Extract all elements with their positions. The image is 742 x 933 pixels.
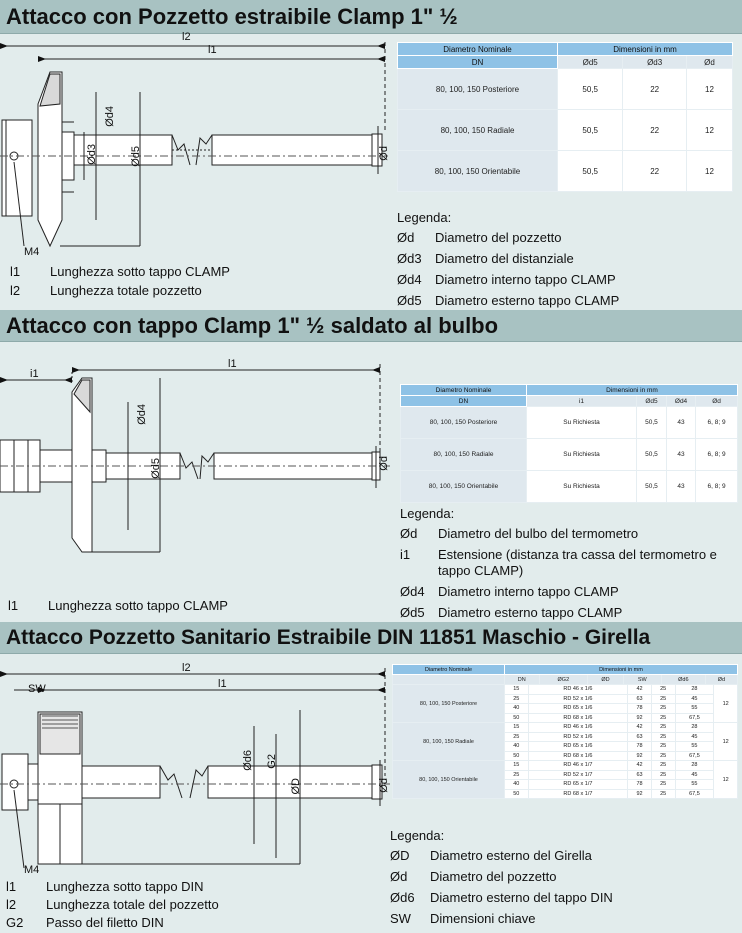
table-head-dn: DN: [398, 56, 558, 69]
bottom-legend-item: [6, 896, 219, 914]
table-head-dimensions: Dimensioni in mm: [527, 385, 738, 396]
table-cell: RD 65 x 1/7: [528, 780, 628, 790]
din-table: [392, 684, 738, 799]
table-cell: 50: [505, 789, 529, 799]
table-head-col: SW: [623, 675, 661, 685]
legend-text: Diametro esterno del tappo DIN: [430, 890, 613, 905]
section-3-table: [392, 664, 738, 685]
dim-d-label: Ød: [378, 146, 390, 161]
section-3-table-body: [392, 684, 738, 799]
legend-symbol: Ød6: [390, 890, 415, 905]
section-1-header: [0, 0, 742, 34]
section-1: [0, 31, 742, 310]
table-cell: 25: [505, 732, 529, 742]
table-cell: 43: [666, 471, 695, 503]
table-cell: 15: [505, 685, 529, 695]
dim-d-label: Ød: [378, 778, 390, 793]
table-cell: 43: [666, 439, 695, 471]
table-cell: 6, 8; 9: [696, 439, 738, 471]
bottom-legend-text: Lunghezza sotto tappo DIN: [46, 879, 204, 894]
table-cell: 80, 100, 150 Orientabile: [401, 471, 527, 503]
table-head-col: Ød: [705, 675, 737, 685]
table-cell: 40: [505, 742, 529, 752]
section-2-drawing: [0, 342, 395, 602]
section-3-bottom-legend: [6, 878, 219, 932]
dim-l1-label: l1: [218, 678, 227, 690]
dim-d6-label: Ød6: [242, 750, 254, 771]
table-cell: 25: [651, 742, 675, 752]
legend-text: Diametro del pozzetto: [435, 230, 562, 245]
table-cell: 12: [686, 151, 732, 192]
table-cell: 25: [651, 723, 675, 733]
table-cell: 55: [675, 780, 714, 790]
table-head-nominal: Diametro Nominale: [393, 665, 505, 675]
table-cell: 25: [651, 713, 675, 723]
dim-l1-label: l1: [208, 44, 217, 56]
table-cell: 25: [651, 761, 675, 771]
table-cell: 80, 100, 150 Orientabile: [398, 151, 558, 192]
section-1-legend: [397, 210, 737, 314]
dim-g2-label: G2: [266, 754, 278, 769]
table-cell: 25: [651, 704, 675, 714]
table-cell: 80, 100, 150 Posteriore: [398, 69, 558, 110]
section-3-header: [0, 622, 742, 654]
bottom-legend-symbol: l1: [10, 264, 21, 279]
table-cell: 6, 8; 9: [696, 471, 738, 503]
table-row: [393, 685, 738, 695]
bottom-legend-symbol: l2: [6, 897, 17, 912]
legend-text: Diametro interno tappo CLAMP: [438, 584, 619, 599]
dim-i1-label: i1: [30, 368, 39, 380]
dim-l2-label: l2: [182, 662, 191, 674]
legend-symbol: Ød3: [397, 251, 422, 266]
table-cell: 80, 100, 150 Radiale: [393, 723, 505, 761]
section-3-legend: [390, 828, 730, 932]
table-cell: 45: [675, 694, 714, 704]
legend-symbol: Ød: [390, 869, 408, 884]
table-row: [398, 110, 733, 151]
table-cell: 80, 100, 150 Posteriore: [401, 407, 527, 439]
bottom-legend-symbol: l2: [10, 283, 21, 298]
table-cell: 78: [628, 780, 652, 790]
legend-symbol: Ød4: [397, 272, 422, 287]
table-head-col: ØD: [588, 675, 624, 685]
legend-symbol: ØD: [390, 848, 410, 863]
table-cell: 55: [675, 742, 714, 752]
legend-item: [390, 848, 730, 864]
section-1-bottom-legend: [10, 262, 230, 300]
table-cell: 28: [675, 685, 714, 695]
legend-item: [397, 251, 737, 267]
table-cell: 67,5: [675, 751, 714, 761]
dim-l2-label: l2: [182, 31, 191, 43]
table-cell: 28: [675, 761, 714, 771]
bottom-legend-item: [6, 914, 219, 932]
table-cell: 25: [651, 751, 675, 761]
section-2-table: [400, 384, 738, 503]
legend-symbol: i1: [400, 547, 411, 562]
legend-item: [400, 526, 738, 542]
legend-text: Diametro del distanziale: [435, 251, 574, 266]
table-cell: 25: [651, 770, 675, 780]
table-row: [398, 69, 733, 110]
section-2-bottom-legend: [8, 596, 228, 615]
table-cell: 40: [505, 780, 529, 790]
table-head-nominal: Diametro Nominale: [398, 43, 558, 56]
legend-symbol: Ød4: [400, 584, 425, 599]
table-cell: 42: [628, 685, 652, 695]
table-cell: 92: [628, 751, 652, 761]
table-cell: RD 52 x 1/6: [528, 694, 628, 704]
table-head-col: Ød6: [661, 675, 705, 685]
bottom-legend-symbol: l1: [6, 879, 17, 894]
table-head-dn: DN: [401, 396, 527, 407]
table-cell: 25: [651, 789, 675, 799]
section-3-drawing: [0, 654, 395, 879]
table-head-nominal: Diametro Nominale: [401, 385, 527, 396]
table-cell: 45: [675, 770, 714, 780]
table-cell: 67,5: [675, 789, 714, 799]
table-cell: 25: [505, 770, 529, 780]
bottom-legend-text: Lunghezza totale pozzetto: [50, 283, 202, 298]
section-1-title: Attacco con Pozzetto estraibile Clamp 1" ½: [6, 4, 458, 29]
bottom-legend-item: [10, 262, 230, 281]
section-2-legend: [400, 506, 738, 626]
legend-item: [397, 230, 737, 246]
legend-symbol: SW: [390, 911, 411, 926]
table-cell: 80, 100, 150 Posteriore: [393, 685, 505, 723]
table-cell: 25: [651, 694, 675, 704]
table-cell: 43: [666, 407, 695, 439]
legend-text: Diametro esterno del Girella: [430, 848, 592, 863]
section-2: [0, 342, 742, 622]
table-cell: RD 46 x 1/6: [528, 685, 628, 695]
bottom-legend-item: [10, 281, 230, 300]
legend-text: Diametro del pozzetto: [430, 869, 557, 884]
table-cell: 28: [675, 723, 714, 733]
bottom-legend-text: Lunghezza sotto tappo CLAMP: [48, 598, 228, 613]
table-cell: 6, 8; 9: [696, 407, 738, 439]
dim-l1-label: l1: [228, 358, 237, 370]
bottom-legend-symbol: l1: [8, 598, 19, 613]
table-head-col: Ød3: [623, 56, 687, 69]
table-cell: 63: [628, 732, 652, 742]
table-cell: 12: [714, 723, 738, 761]
table-cell: 12: [686, 69, 732, 110]
section-2-header: [0, 310, 742, 342]
bottom-legend-item: [6, 878, 219, 896]
legend-text: Dimensioni chiave: [430, 911, 536, 926]
table-cell: 50: [505, 713, 529, 723]
table-cell: 12: [714, 761, 738, 799]
table-cell: Su Richiesta: [527, 471, 637, 503]
table-cell: RD 46 x 1/7: [528, 761, 628, 771]
legend-item: [400, 605, 738, 621]
dim-m4-label: M4: [24, 246, 40, 258]
table-cell: 40: [505, 704, 529, 714]
table-cell: 50,5: [558, 110, 623, 151]
section-2-title: Attacco con tappo Clamp 1" ½ saldato al bulbo: [6, 313, 499, 338]
table-cell: 15: [505, 723, 529, 733]
table-cell: 25: [651, 732, 675, 742]
table-cell: RD 68 x 1/6: [528, 713, 628, 723]
table-head-col: [393, 675, 505, 685]
table-row: [393, 723, 738, 733]
legend-text: Estensione (distanza tra cassa del termometro e tappo CLAMP): [438, 547, 717, 578]
legend-symbol: Ød: [400, 526, 418, 541]
table-cell: 50,5: [637, 471, 667, 503]
table-cell: RD 65 x 1/6: [528, 742, 628, 752]
bottom-legend-symbol: G2: [6, 915, 24, 930]
table-cell: Su Richiesta: [527, 407, 637, 439]
dim-d4-label: Ød4: [104, 106, 116, 127]
table-cell: RD 68 x 1/6: [528, 751, 628, 761]
dim-sw-label: SW: [28, 683, 46, 695]
table-cell: 42: [628, 761, 652, 771]
table-cell: 63: [628, 694, 652, 704]
legend-text: Diametro esterno tappo CLAMP: [438, 605, 623, 620]
table-row: [393, 761, 738, 771]
dim-m4-label: M4: [24, 864, 40, 876]
table-cell: 50,5: [558, 151, 623, 192]
table-row: [398, 151, 733, 192]
table-cell: 25: [505, 694, 529, 704]
table-head-col: Ød5: [558, 56, 623, 69]
section-3-title: Attacco Pozzetto Sanitario Estraibile DIN 11851 Maschio - Girella: [6, 626, 651, 649]
table-cell: 25: [651, 780, 675, 790]
legend-item: [397, 272, 737, 288]
dim-d3-label: Ød3: [86, 144, 98, 165]
legend-title: Legenda:: [390, 828, 445, 843]
table-row: [401, 407, 738, 439]
section-3: [0, 654, 742, 933]
table-cell: 80, 100, 150 Orientabile: [393, 761, 505, 799]
dim-d5-label: Ød5: [150, 458, 162, 479]
table-cell: 15: [505, 761, 529, 771]
table-cell: 92: [628, 789, 652, 799]
table-cell: 22: [623, 69, 687, 110]
legend-symbol: Ød5: [400, 605, 425, 620]
table-cell: 45: [675, 732, 714, 742]
table-cell: 78: [628, 742, 652, 752]
dim-d5-label: Ød5: [130, 146, 142, 167]
table-head-col: Ød5: [637, 396, 667, 407]
table-head-dimensions: Dimensioni in mm: [558, 43, 733, 56]
table-cell: RD 52 x 1/7: [528, 770, 628, 780]
table-cell: 50,5: [637, 439, 667, 471]
dim-d4-label: Ød4: [136, 404, 148, 425]
legend-text: Diametro esterno tappo CLAMP: [435, 293, 620, 308]
table-cell: 22: [623, 151, 687, 192]
table-cell: 22: [623, 110, 687, 151]
legend-title: Legenda:: [397, 210, 452, 225]
table-row: [401, 439, 738, 471]
legend-item: [390, 890, 730, 906]
legend-item: [390, 911, 730, 927]
table-cell: 50,5: [558, 69, 623, 110]
table-cell: RD 52 x 1/6: [528, 732, 628, 742]
table-head-col: DN: [505, 675, 540, 685]
bottom-legend-item: [8, 596, 228, 615]
table-head-col: i1: [527, 396, 637, 407]
dim-d-label: Ød: [378, 456, 390, 471]
legend-item: [397, 293, 737, 309]
legend-item: [400, 584, 738, 600]
legend-symbol: Ød: [397, 230, 415, 245]
legend-item: [390, 869, 730, 885]
table-cell: 80, 100, 150 Radiale: [398, 110, 558, 151]
table-cell: 42: [628, 723, 652, 733]
bottom-legend-text: Passo del filetto DIN: [46, 915, 164, 930]
table-cell: 50,5: [637, 407, 667, 439]
section-1-table: [397, 42, 733, 192]
table-cell: 63: [628, 770, 652, 780]
table-cell: 12: [714, 685, 738, 723]
table-row: [401, 471, 738, 503]
table-cell: RD 46 x 1/6: [528, 723, 628, 733]
legend-text: Diametro del bulbo del termometro: [438, 526, 639, 541]
legend-title: Legenda:: [400, 506, 455, 521]
bottom-legend-text: Lunghezza sotto tappo CLAMP: [50, 264, 230, 279]
dim-dD-label: ØD: [290, 778, 302, 795]
table-cell: 25: [651, 685, 675, 695]
table-cell: Su Richiesta: [527, 439, 637, 471]
table-cell: 55: [675, 704, 714, 714]
table-head-col: Ød: [686, 56, 732, 69]
bottom-legend-text: Lunghezza totale del pozzetto: [46, 897, 219, 912]
legend-symbol: Ød5: [397, 293, 422, 308]
table-cell: RD 65 x 1/6: [528, 704, 628, 714]
table-cell: 80, 100, 150 Radiale: [401, 439, 527, 471]
table-cell: 50: [505, 751, 529, 761]
table-cell: 92: [628, 713, 652, 723]
legend-item: [400, 547, 738, 579]
table-head-col: ØG2: [539, 675, 588, 685]
table-head-col: Ød: [696, 396, 738, 407]
table-cell: 78: [628, 704, 652, 714]
table-cell: 12: [686, 110, 732, 151]
table-cell: 67,5: [675, 713, 714, 723]
legend-text: Diametro interno tappo CLAMP: [435, 272, 616, 287]
table-cell: RD 68 x 1/7: [528, 789, 628, 799]
table-head-col: Ød4: [666, 396, 695, 407]
table-head-dimensions: Dimensioni in mm: [505, 665, 738, 675]
